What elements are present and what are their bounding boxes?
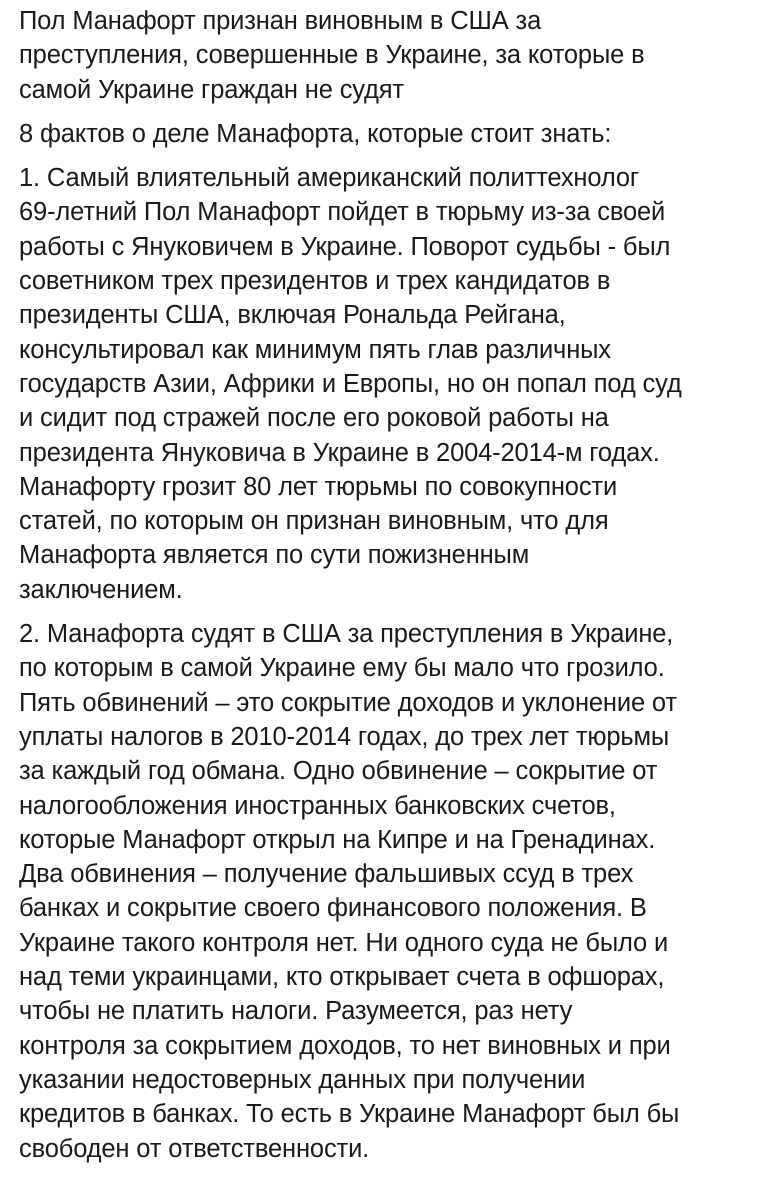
fact-2-paragraph: 2. Манафорта судят в США за преступления в Украине, по которым в самой Украине ему бы мало что грозило. Пять обвинений – это сокрытие доходов и уклонение от уплаты налогов в 2010-2014 годах, до трех лет тюрьмы за каждый год обмана. Одно обвинение – сокрытие от налогообложения иностранных банковских счетов, которые Манафорт открыл на Кипре и на Гренадинах. Два обвинения – получение фальшивых ссуд в трех банках и сокрытие своего финансового положения. В Украине такого контроля нет. Ни одного суда не было и над теми украинцами, кто открывает счета в офшорах, чтобы не платить налоги. Разумеется, раз нету контроля за сокрытием доходов, то нет виновных и при указании недостоверных данных при получении кредитов в банках. То есть в Украине Манафорт был бы свободен от ответственности.	[19, 620, 680, 1163]
fact-1-paragraph: 1. Самый влиятельный американский политтехнолог 69-летний Пол Манафорт пойдет в тюрьму из-за своей работы с Януковичем в Украине. Поворот судьбы - был советником трех президентов и трех кандидатов в президенты США, включая Рональда Рейгана, консультировал как минимум пять глав различных государств Азии, Африки и Европы, но он попал под суд и сидит под стражей после его роковой работы на президента Януковича в Украине в 2004-2014-м годах. Манафорту грозит 80 лет тюрьмы по совокупности статей, по которым он признан виновным, что для Манафорта является по сути пожизненным заключением.	[19, 164, 682, 604]
post-headline: Пол Манафорт признан виновным в США за преступления, совершенные в Украине, за которые в самой Украине граждан не судят	[19, 7, 645, 104]
post-intro: 8 фактов о деле Манафорта, которые стоит знать:	[19, 119, 612, 148]
